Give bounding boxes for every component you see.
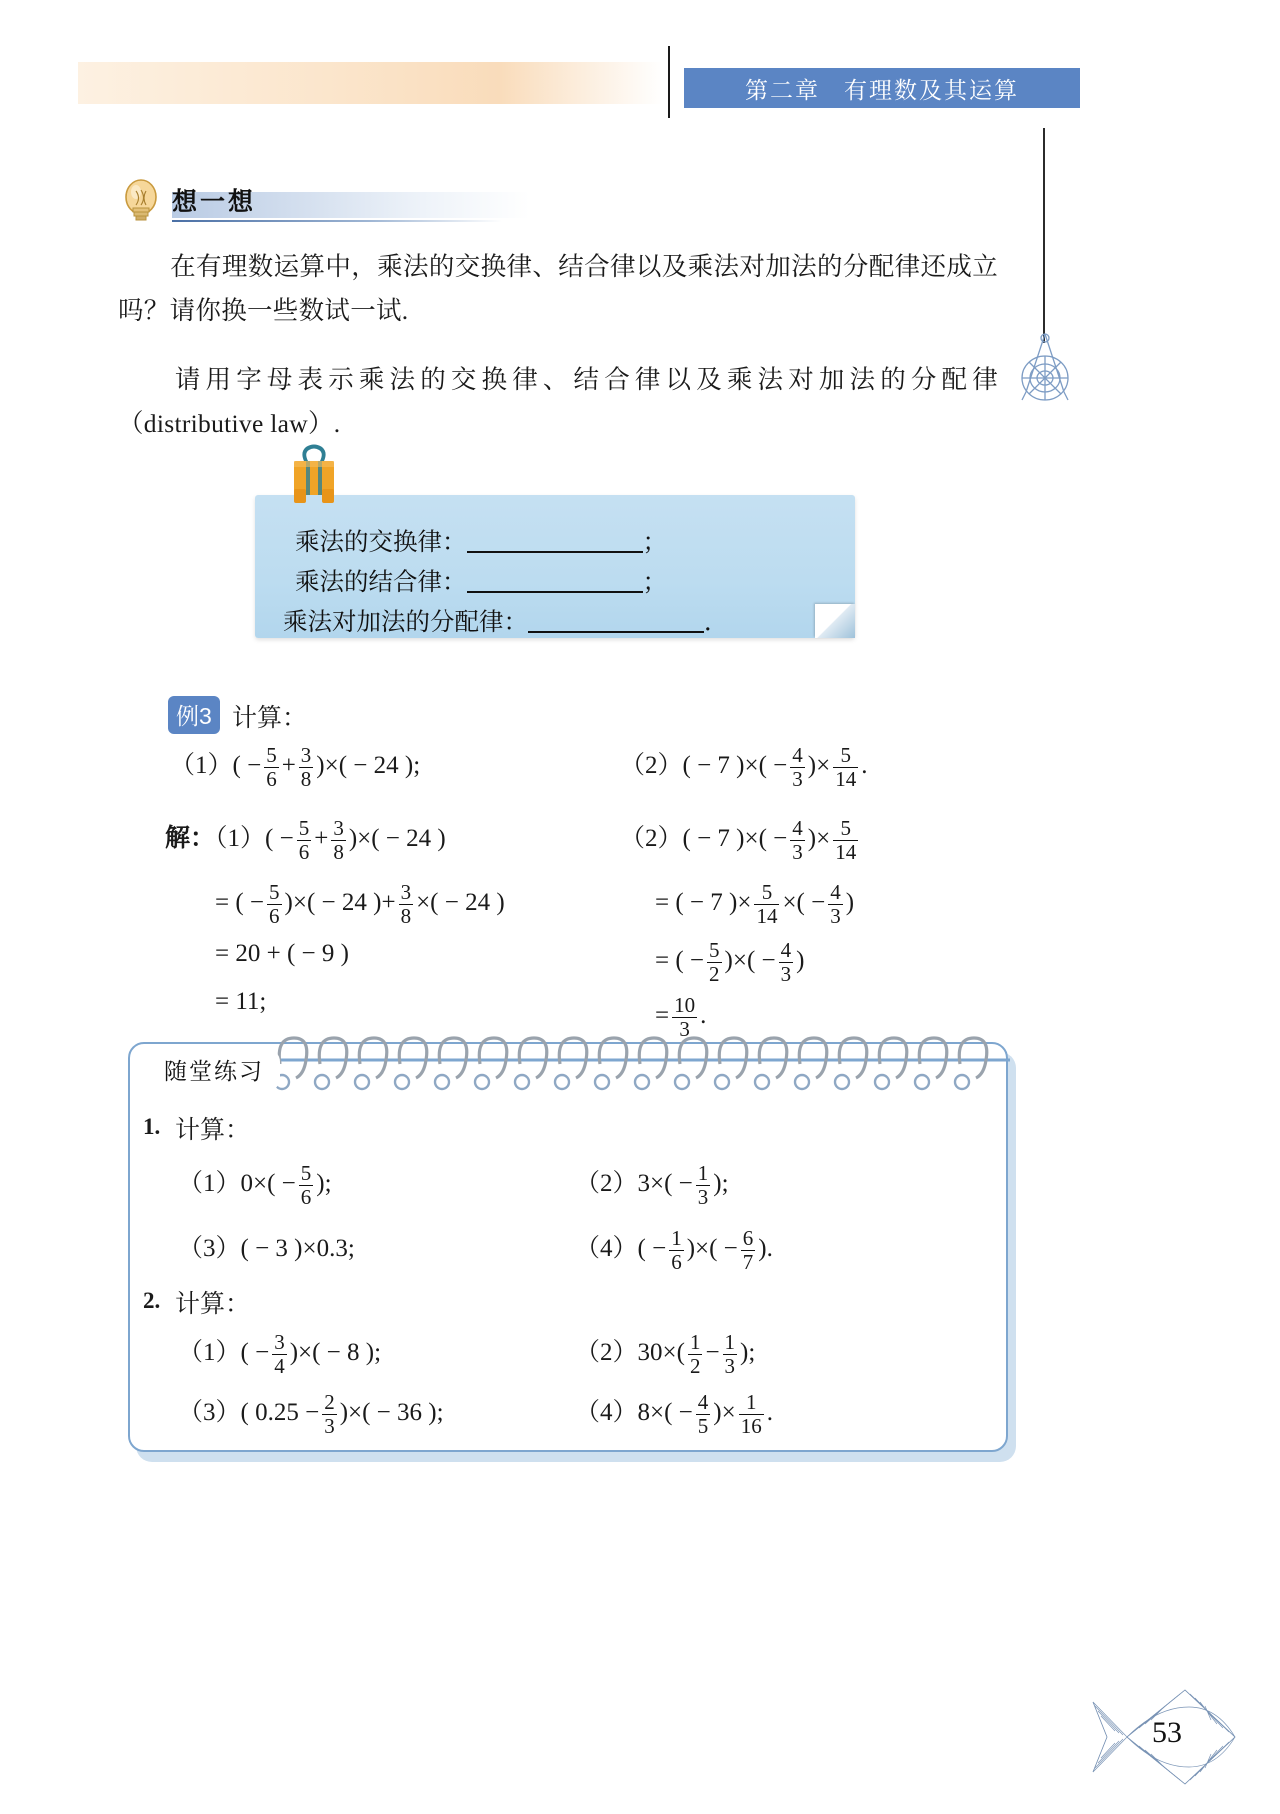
chapter-prefix: 第二章 xyxy=(745,76,820,103)
solution-left-step-2: = ( − $\frac{5}{6}$ )×( − 24 )+ $\frac{3}{8}$ ×( − 24 ) xyxy=(215,880,505,928)
solution-left-step-4: = 11; xyxy=(215,988,267,1015)
fill-line-2-blank[interactable] xyxy=(467,571,643,593)
fill-line-3-blank[interactable] xyxy=(528,611,704,633)
solution-right-step-2: = ( − 7 )× $\frac{5}{14}$ ×( − $\frac{4}{3}$ ) xyxy=(655,880,855,928)
practice-2-problem-1: （1）( − $\frac{3}{4}$ )×( − 8 ); xyxy=(178,1330,382,1378)
spiral-binding-icon xyxy=(270,1034,1010,1096)
solution-label-text: 解： xyxy=(165,825,216,852)
page-header xyxy=(0,0,1280,130)
chapter-title: 有理数及其运算 xyxy=(844,76,1019,103)
example-instruction: 计算： xyxy=(232,705,308,732)
fill-line-2-label: 乘法的结合律： xyxy=(295,569,467,596)
practice-item-2-number: 2. xyxy=(143,1288,161,1313)
compass-hanging-line xyxy=(1043,128,1045,343)
practice-2-problem-4: （4）8×( − $\frac{4}{5}$ )× $\frac{1}{16}$ . xyxy=(575,1390,773,1438)
practice-1-problem-2: （2）3×( − $\frac{1}{3}$ ); xyxy=(575,1161,729,1209)
practice-item-2-label: 计算： xyxy=(175,1291,251,1318)
fill-line-1-label: 乘法的交换律： xyxy=(295,529,467,556)
solution-label: 解：（1）( − $\frac{5}{6}$ + $\frac{3}{8}$ )×( − 24 ) xyxy=(165,816,446,864)
think-paragraph-1-text: 在有理数运算中，乘法的交换律、结合律以及乘法对加法的分配律还成立吗？请你换一些数试一试. xyxy=(118,252,998,325)
example-problem-2: （2）( − 7 )×( − $\frac{4}{3}$ )× $\frac{5}{14}$ . xyxy=(620,743,868,791)
chapter-title-bar xyxy=(684,68,1080,108)
fill-line-2 xyxy=(295,563,667,598)
fill-line-3-label: 乘法对加法的分配律： xyxy=(283,609,528,636)
fill-in-blue-box xyxy=(255,495,855,638)
practice-1-problem-3: （3）( − 3 )×0.3; xyxy=(178,1235,355,1262)
page-number: 53 xyxy=(1152,1716,1182,1749)
think-heading-label: 想一想 xyxy=(172,188,257,216)
example-problem-1: （1）( − $\frac{5}{6}$ + $\frac{3}{8}$ )×( − 24 ); xyxy=(170,743,421,791)
think-section-heading xyxy=(120,178,540,224)
lightbulb-icon xyxy=(120,178,162,224)
header-vertical-rule xyxy=(668,46,670,118)
fill-line-3 xyxy=(283,603,729,638)
think-paragraph-1 xyxy=(118,245,998,333)
think-paragraph-2-text: 请用字母表示乘法的交换律、结合律以及乘法对加法的分配律（distributive law）. xyxy=(118,365,998,438)
fill-line-1-blank[interactable] xyxy=(467,531,643,553)
fill-line-2-end: ； xyxy=(642,569,667,596)
practice-2-problem-2: （2）30×( $\frac{1}{2}$ − $\frac{1}{3}$ ); xyxy=(575,1330,756,1378)
solution-right-step-1: （2）( − 7 )×( − $\frac{4}{3}$ )× $\frac{5}{14}$ xyxy=(620,816,857,864)
solution-right-step-3: = ( − $\frac{5}{2}$ )×( − $\frac{4}{3}$ ) xyxy=(655,938,805,986)
practice-title: 随堂练习 xyxy=(148,1048,280,1092)
binder-clip-icon xyxy=(286,443,342,513)
think-paragraph-2 xyxy=(118,358,998,446)
practice-1-problem-1: （1）0×( − $\frac{5}{6}$ ); xyxy=(178,1161,332,1209)
practice-1-problem-4: （4）( − $\frac{1}{6}$ )×( − $\frac{6}{7}$ ). xyxy=(575,1226,773,1274)
practice-2-problem-3: （3）( 0.25 − $\frac{2}{3}$ )×( − 36 ); xyxy=(178,1390,444,1438)
fill-line-1-end: ； xyxy=(642,529,667,556)
solution-left-step-3: = 20 + ( − 9 ) xyxy=(215,940,349,967)
compass-icon xyxy=(1010,330,1080,415)
fill-line-1 xyxy=(295,523,667,558)
example-badge: 例3 xyxy=(168,696,220,734)
solution-right-step-4: = $\frac{10}{3}$ . xyxy=(655,993,707,1041)
practice-item-1-label: 计算： xyxy=(175,1117,251,1144)
practice-item-1-number: 1. xyxy=(143,1114,161,1139)
fill-line-3-end: ． xyxy=(704,609,729,636)
header-orange-band xyxy=(78,62,663,104)
